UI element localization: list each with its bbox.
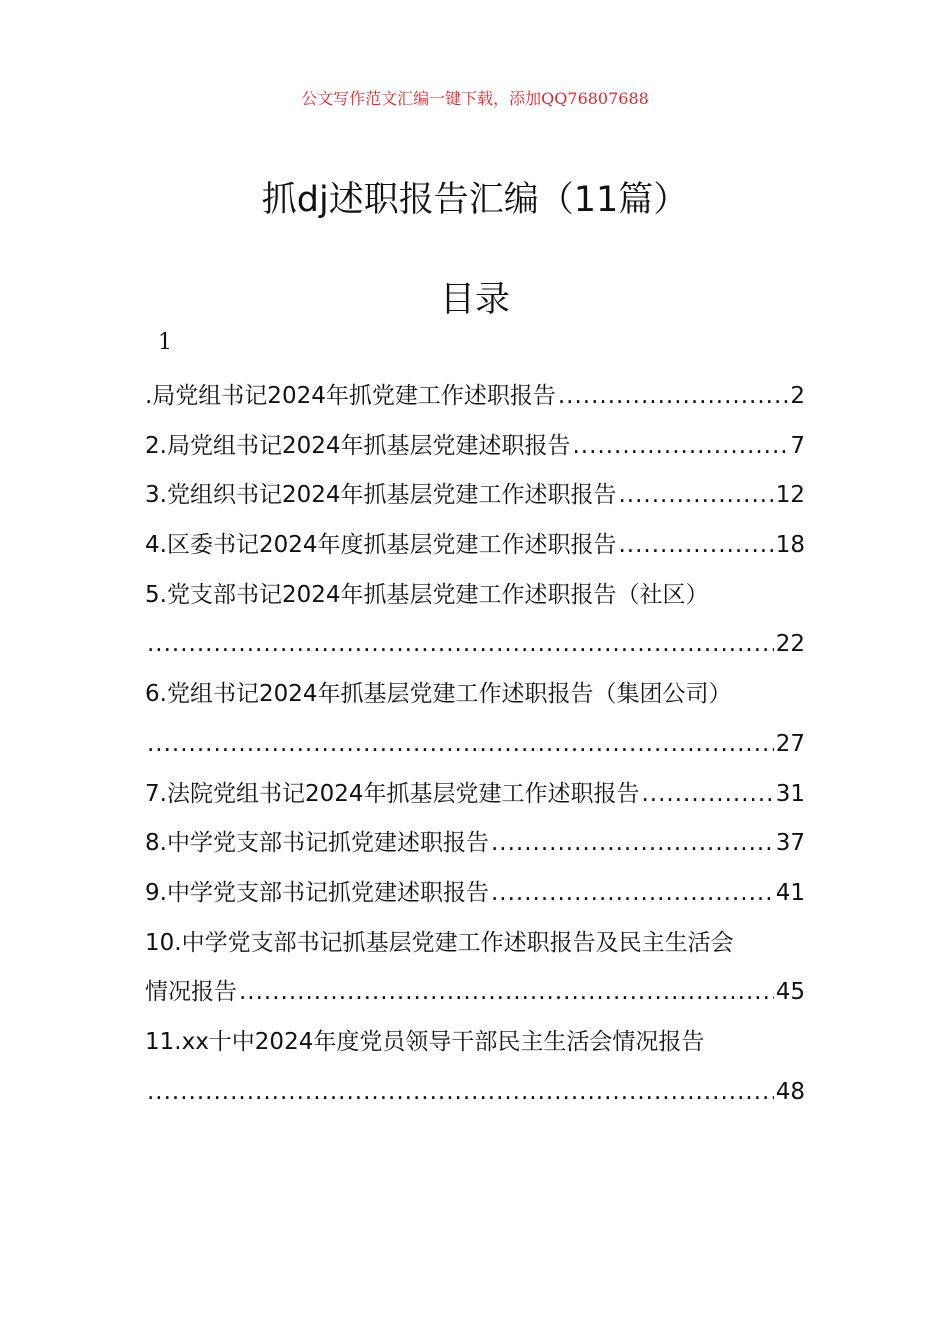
toc-entry[interactable] (145, 525, 805, 575)
toc-page-number: 27 (775, 730, 805, 757)
toc-entry-title: 11.xx十中2024年度党员领导干部民主生活会情况报告 (145, 1028, 705, 1055)
toc-entry[interactable] (145, 823, 805, 873)
document-title: 抓dj述职报告汇编（11篇） (261, 180, 689, 220)
dot-leader (618, 475, 773, 515)
toc-entry-title: 5.党支部书记2024年抓基层党建工作述职报告（社区） (145, 581, 709, 608)
toc-entry[interactable] (145, 724, 805, 774)
toc-first-number: 1 (158, 330, 172, 355)
toc-entry[interactable] (145, 376, 805, 426)
toc-entry[interactable] (145, 774, 805, 824)
toc-page-number: 22 (775, 631, 805, 658)
toc-entry-title: 8.中学党支部书记抓党建述职报告 (145, 830, 489, 857)
toc-entry-title: 2.局党组书记2024年抓基层党建述职报告 (145, 432, 571, 459)
dot-leader (572, 426, 788, 466)
toc-entry[interactable] (145, 1072, 805, 1122)
dot-leader (147, 724, 774, 764)
toc-entry-title: 6.党组书记2024年抓基层党建工作述职报告（集团公司） (145, 681, 732, 708)
toc-heading: 目录 (439, 280, 510, 320)
toc-entry[interactable] (145, 972, 805, 1022)
toc-entry[interactable] (145, 624, 805, 674)
toc-entry-title-line[interactable] (145, 575, 805, 625)
toc-entry-title-line[interactable] (145, 674, 805, 724)
dot-leader (147, 1072, 774, 1112)
dot-leader (147, 624, 774, 664)
toc-page-number: 12 (775, 482, 805, 509)
dot-leader (491, 873, 774, 913)
toc-page-number: 18 (775, 532, 805, 559)
dot-leader (618, 525, 773, 565)
toc-entry[interactable] (145, 426, 805, 476)
toc-entry-title: 3.党组织书记2024年抓基层党建工作述职报告 (145, 482, 617, 509)
download-banner: 公文写作范文汇编一键下载，添加QQ76807688 (301, 89, 649, 108)
toc-entry-title: 情况报告 (145, 979, 237, 1006)
toc-entry-title: 4.区委书记2024年度抓基层党建工作述职报告 (145, 532, 617, 559)
toc-entry[interactable] (145, 873, 805, 923)
dot-leader (239, 972, 774, 1012)
toc-entry-title-line[interactable] (145, 923, 805, 973)
toc-entry-title: 9.中学党支部书记抓党建述职报告 (145, 879, 489, 906)
toc-page-number: 37 (775, 830, 805, 857)
toc-entry-title: 10.中学党支部书记抓基层党建工作述职报告及民主生活会 (145, 929, 734, 956)
toc-entry[interactable] (145, 475, 805, 525)
toc-page-number: 31 (775, 780, 805, 807)
toc-page-number: 45 (775, 979, 805, 1006)
dot-leader (491, 823, 774, 863)
dot-leader (558, 376, 789, 416)
toc-page-number: 41 (775, 879, 805, 906)
toc-entry-title: 7.法院党组书记2024年抓基层党建工作述职报告 (145, 780, 640, 807)
toc-page-number: 7 (790, 432, 805, 459)
dot-leader (641, 774, 773, 814)
toc-page-number: 48 (775, 1078, 805, 1105)
toc-entry-title-line[interactable] (145, 1022, 805, 1072)
toc-entry-title: .局党组书记2024年抓党建工作述职报告 (145, 383, 556, 409)
toc-page-number: 2 (790, 383, 805, 409)
table-of-contents (145, 376, 805, 1121)
